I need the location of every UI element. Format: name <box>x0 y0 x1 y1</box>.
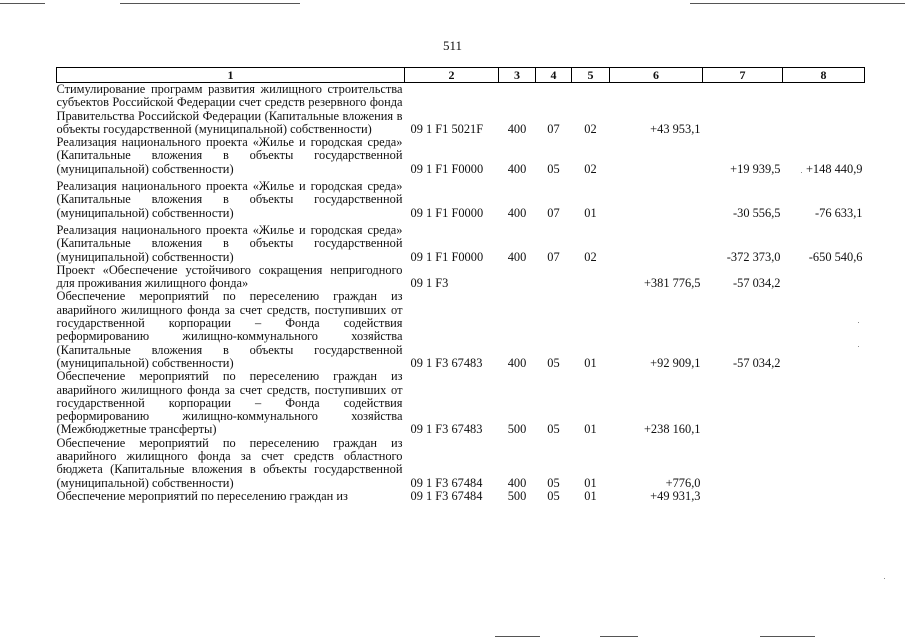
row-description: Реализация национального проекта «Жилье и городская среда» (Капитальные вложения в объекты государственной (муниципальной) собственности) <box>56 135 403 176</box>
row-col6 <box>610 136 703 176</box>
row-col4: 05 <box>547 488 560 503</box>
column-header: 1 <box>57 68 405 83</box>
row-col6 <box>610 224 703 264</box>
scan-edge-top-right <box>690 3 905 4</box>
row-code: 09 1 F3 67483 <box>410 422 483 437</box>
scan-edge-bottom <box>600 636 638 637</box>
table-row <box>57 136 865 176</box>
table-row <box>57 437 865 490</box>
row-col5: 01 <box>584 422 597 437</box>
row-col4: 05 <box>547 161 560 176</box>
row-code: 09 1 F1 F0000 <box>410 205 484 220</box>
row-description: Проект «Обеспечение устойчивого сокращения непригодного для проживания жилищного фонда» <box>56 262 403 291</box>
row-col3: 400 <box>507 205 527 220</box>
row-col5: 02 <box>584 161 597 176</box>
column-header: 2 <box>405 68 499 83</box>
row-code: 09 1 F3 67484 <box>410 488 483 503</box>
row-col7: -372 373,0 <box>726 249 781 264</box>
row-col8: -76 633,1 <box>815 205 863 220</box>
row-col8 <box>783 290 865 370</box>
row-col8 <box>783 83 865 137</box>
row-code: 09 1 F3 67483 <box>410 355 483 370</box>
budget-table <box>56 67 865 503</box>
row-code: 09 1 F1 5021F <box>410 121 484 136</box>
row-col8 <box>783 370 865 436</box>
row-description: Обеспечение мероприятий по переселению граждан из <box>56 488 348 503</box>
row-col4: 05 <box>547 475 560 490</box>
scan-speck <box>884 578 885 579</box>
row-col4: 05 <box>547 355 560 370</box>
row-col3 <box>499 264 536 291</box>
row-col7: -57 034,2 <box>733 276 781 291</box>
row-col5: 01 <box>584 205 597 220</box>
row-col3: 500 <box>507 488 527 503</box>
table-row <box>57 290 865 370</box>
row-col8 <box>783 264 865 291</box>
table-row <box>57 264 865 291</box>
row-col5: 02 <box>584 249 597 264</box>
column-header: 3 <box>499 68 536 83</box>
row-col3: 400 <box>507 475 527 490</box>
row-col6: +43 953,1 <box>650 121 701 136</box>
scan-edge-top-left <box>0 3 45 4</box>
row-col5: 01 <box>584 488 597 503</box>
row-col5: 01 <box>584 475 597 490</box>
row-col7 <box>703 370 783 436</box>
row-col4: 07 <box>547 121 560 136</box>
row-col4: 05 <box>547 422 560 437</box>
scan-edge-bottom <box>760 636 815 637</box>
row-col5 <box>572 264 610 291</box>
row-col7: +19 939,5 <box>730 161 781 176</box>
row-description: Обеспечение мероприятий по переселению граждан из аварийного жилищного фонда за счет средств, поступивших от государственной корпорации – Фонда содействия реформированию жилищно-коммунального хозяйства (Капитальные вложения в объекты государственной (муниципальной) собственности) <box>56 289 403 370</box>
row-col3: 400 <box>507 121 527 136</box>
row-col4 <box>536 264 572 291</box>
row-col3: 500 <box>507 422 527 437</box>
row-col4: 07 <box>547 249 560 264</box>
row-col5: 01 <box>584 355 597 370</box>
row-description: Обеспечение мероприятий по переселению граждан из аварийного жилищного фонда за счет средств областного бюджета (Капитальные вложения в объекты государственной (муниципальной) собственности) <box>56 435 403 490</box>
row-col4: 07 <box>547 205 560 220</box>
row-description: Реализация национального проекта «Жилье и городская среда» (Капитальные вложения в объекты государственной (муниципальной) собственности) <box>56 222 403 264</box>
table-row <box>57 224 865 264</box>
row-col8 <box>783 490 865 503</box>
row-code: 09 1 F3 67484 <box>410 475 483 490</box>
row-col7 <box>703 437 783 490</box>
row-col8 <box>783 437 865 490</box>
row-col3: 400 <box>507 249 527 264</box>
page-number: 511 <box>442 38 463 53</box>
row-col6 <box>610 180 703 220</box>
column-header-row <box>57 68 865 83</box>
table-row <box>57 370 865 436</box>
row-col3: 400 <box>507 161 527 176</box>
row-code: 09 1 F1 F0000 <box>410 161 484 176</box>
row-col6: +49 931,3 <box>650 488 701 503</box>
column-header: 7 <box>703 68 783 83</box>
row-col7 <box>703 490 783 503</box>
column-header: 4 <box>536 68 572 83</box>
row-code: 09 1 F3 <box>410 276 449 291</box>
row-col8: -650 540,6 <box>808 249 863 264</box>
row-col6: +238 160,1 <box>643 422 701 437</box>
row-description: Обеспечение мероприятий по переселению граждан из аварийного жилищного фонда за счет средств, поступивших от государственной корпорации – Фонда содействия реформированию жилищно-коммунального хозяйства (Межбюджетные трансферты) <box>56 369 403 437</box>
row-description: Стимулирование программ развития жилищного строительства субъектов Российской Федерации счет средств резервного фонда Правительства Российской Федерации (Капитальные вложения в объекты государственной (муниципальной) собственности) <box>56 82 403 136</box>
row-col3: 400 <box>507 355 527 370</box>
table-row <box>57 490 865 503</box>
scan-edge-bottom <box>495 636 540 637</box>
table-row <box>57 180 865 220</box>
row-code: 09 1 F1 F0000 <box>410 249 484 264</box>
row-col7: -30 556,5 <box>733 205 781 220</box>
column-header: 6 <box>610 68 703 83</box>
row-col6: +92 909,1 <box>650 355 701 370</box>
column-header: 8 <box>783 68 865 83</box>
column-header: 5 <box>572 68 610 83</box>
row-description: Реализация национального проекта «Жилье и городская среда» (Капитальные вложения в объекты государственной (муниципальной) собственности) <box>56 179 403 220</box>
row-col8: +148 440,9 <box>805 161 863 176</box>
row-col5: 02 <box>584 121 597 136</box>
scan-edge-top <box>120 3 300 4</box>
row-col6: +381 776,5 <box>643 276 701 291</box>
row-col6: +776,0 <box>665 475 701 490</box>
row-col7 <box>703 83 783 137</box>
row-col7: -57 034,2 <box>733 355 781 370</box>
table-row <box>57 83 865 137</box>
